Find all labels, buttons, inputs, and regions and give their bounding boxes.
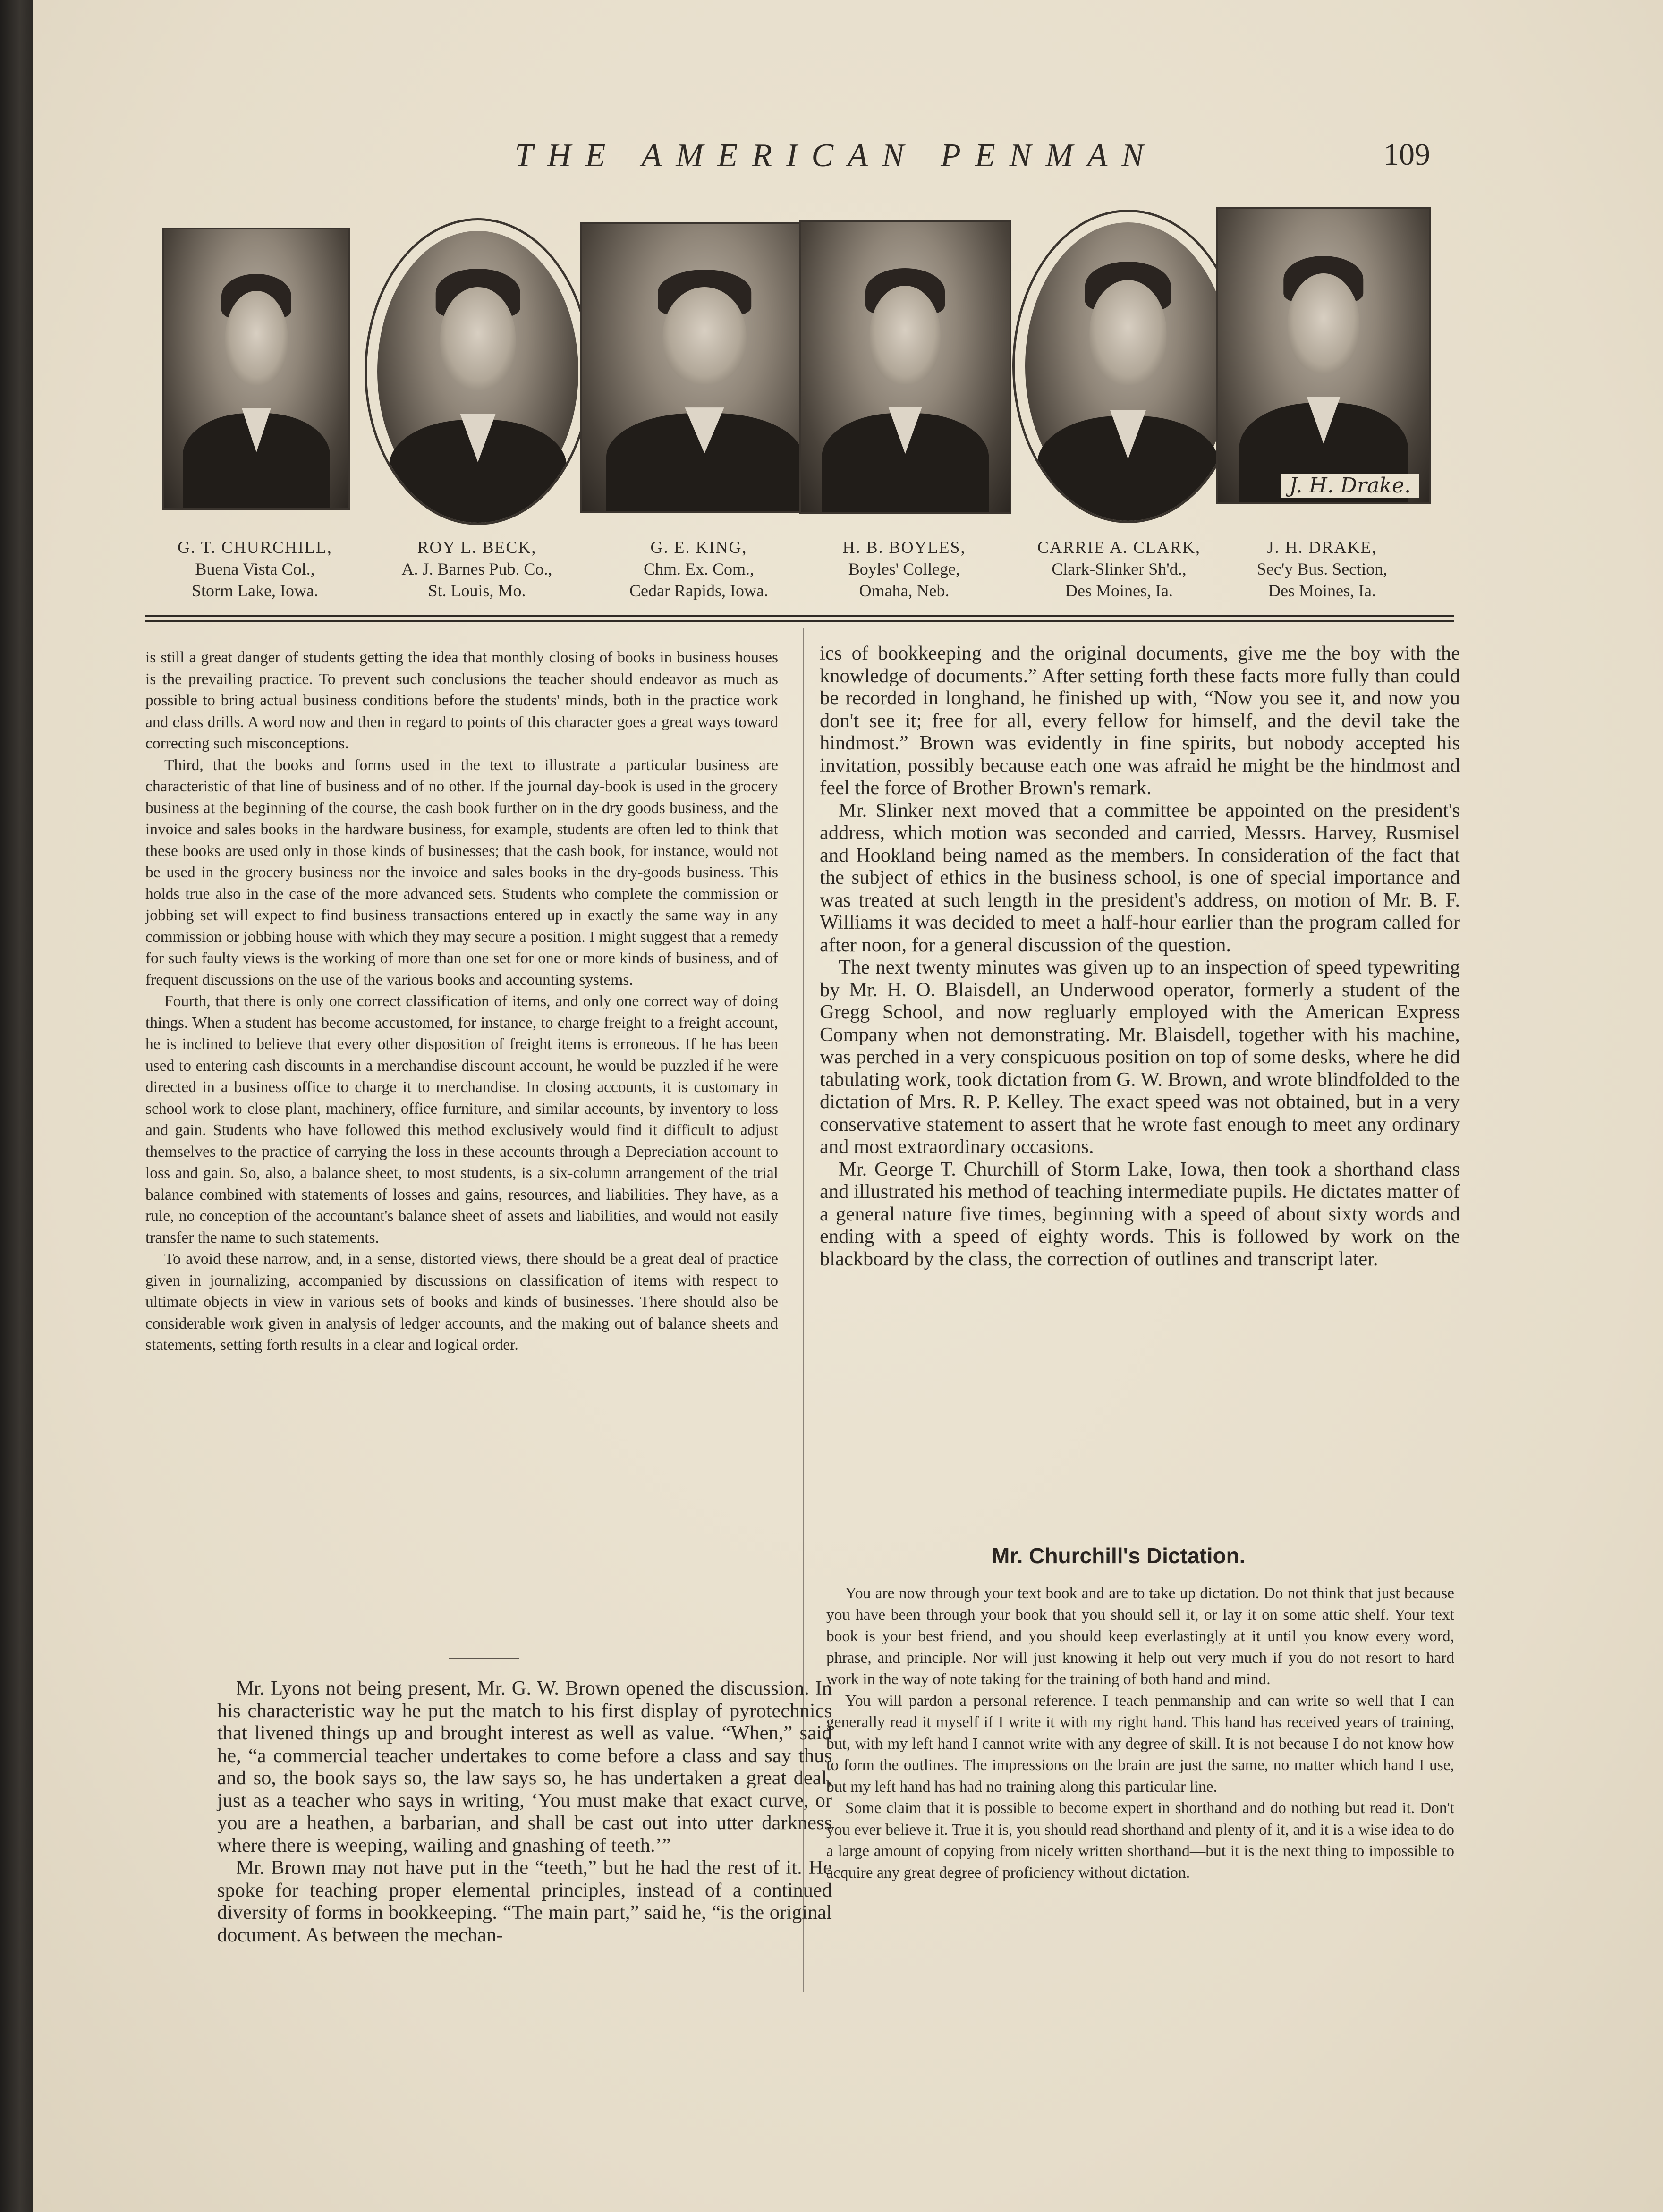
caption-name: H. B. BOYLES, [842,538,966,557]
caption-location: St. Louis, Mo. [428,581,526,600]
paragraph: Mr. Slinker next moved that a committee be appointed on the president's address, which motion was seconded and carried, Messrs. Harvey, Rusmisel and Hookland being named as the members. In consideration of the fact that the subject of ethics in the business school, is one of special importance and was treated at such length in the president's address, on motion of Mr. B. F. Williams it was decided to meet a half-hour earlier than the program called for after noon, for a general discussion of the question. [820,799,1460,956]
caption-name: G. E. KING, [650,538,747,557]
magazine-title: THE AMERICAN PENMAN [515,137,1158,174]
portrait-boyles [799,220,1011,514]
paragraph: Fourth, that there is only one correct classification of items, and only one correct way of doing things. When a student has become accustomed, for instance, to charge freight to a freight account, he is inclined to believe that every other disposition of freight items is erroneous. If he has been used to entering cash discounts in a merchandise discount account, he would be puzzled if he were directed in a business office to charge it to merchandise. In closing accounts, it is customary in school work to close plant, machinery, office furniture, and similar accounts, by inventory to loss and gain. Students who have followed this method exclusively would find it difficult to adjust themselves to the practice of carrying the loss in these accounts through a Depreciation account to loss and gain. So, also, a balance sheet, to most students, is a six-column arrangement of the trial balance combined with statements of losses and gains, resources, and liabilities. They have, as a rule, no conception of the accountant's balance sheet of assets and liabilities, and would not easily transfer the name to such statements. [145,992,778,1246]
portrait-beck [365,218,591,525]
caption-location: Storm Lake, Iowa. [192,581,318,600]
left-column-small-text [145,647,778,1356]
paragraph: You are now through your text book and are to take up dictation. Do not think that just because you have been through your book that you should sell it, or lay it on some attic shelf. Your text book is your best friend, and you should keep everlastingly at it until you know every word, phrase, and principle. Nor will just knowing it help out very much if you do not resort to hard work in the way of note taking for the training of both hand and mind. [826,1585,1454,1688]
magazine-page [33,0,1663,2212]
caption-king [585,536,812,602]
dictation-section-text [826,1583,1454,1883]
caption-beck [364,536,590,602]
paragraph: Mr. Brown may not have put in the “teeth,” but he had the rest of it. He spoke for teaching proper elemental principles, instead of a continued diversity of forms in bookkeeping. “The main part,” said he, “is the original document. As between the mechan- [217,1856,832,1946]
caption-location: Des Moines, Ia. [1268,581,1376,600]
caption-affiliation: Clark-Slinker Sh'd., [1052,559,1187,578]
double-rule-bottom [145,620,1454,622]
caption-location: Cedar Rapids, Iowa. [629,581,768,600]
caption-name: CARRIE A. CLARK, [1037,538,1201,557]
paragraph: Mr. Lyons not being present, Mr. G. W. Brown opened the discussion. In his characteristic way he put the match to his first display of pyrotechnics that livened things up and brought interest as well as value. “When,” said he, “a commercial teacher undertakes to come before a class and say thus and so, the book says so, the law says so, he has undertaken a great deal, just as a teacher who says in writing, ‘You must make that exact curve, or you are a heathen, a barbarian, and shall be cast out into utter darkness where there is weeping, wailing and gnashing of teeth.’” [217,1677,832,1856]
portrait-churchill [162,228,350,510]
left-column-large-text [217,1677,832,1946]
paragraph: Third, that the books and forms used in the text to illustrate a particular business are characteristic of that line of business and of no other. If the journal day-book is used in the grocery business at the beginning of the course, the cash book further on in the dry goods business, and the invoice and sales books in the hardware business, for example, students are often led to think that these books are used only in those kinds of businesses; that the cash book, for instance, would not be used in the grocery business nor the invoice and sales books in the dry-goods business. This holds true also in the case of the more advanced sets. Students who complete the commission or jobbing set will expect to find business transactions entered up in exactly the same way in any commission or jobbing house with which they may secure a position. I might suggest that a remedy for such faulty views is the working of more than one set for one or more kinds of business, and of frequent discussions on the use of the various books and accounting systems. [145,756,778,989]
right-column-large-text [820,642,1460,1270]
caption-drake [1213,536,1431,602]
section-divider [449,1658,519,1659]
caption-name: ROY L. BECK, [417,538,537,557]
double-rule-top [145,615,1454,617]
caption-affiliation: A. J. Barnes Pub. Co., [401,559,552,578]
section-title: Mr. Churchill's Dictation. [992,1543,1246,1568]
paragraph: Some claim that it is possible to become expert in shorthand and do nothing but read it. Don't you ever believe it. True it is, you should read shorthand and plenty of it, and it is a wise idea to do a large amount of copying from nicely written shorthand—but it is the next thing to impossible to acquire any great degree of proficiency without dictation. [826,1799,1454,1881]
caption-churchill [151,536,359,602]
caption-clark [1006,536,1232,602]
portrait-king [580,222,829,513]
caption-location: Omaha, Neb. [859,581,950,600]
paragraph: ics of bookkeeping and the original documents, give me the boy with the knowledge of documents.” After setting forth these facts more fully than could be recorded in longhand, he finished up with, “Now you see it, and now you don't see it; free for all, every fellow for himself, and the devil take the hindmost.” Brown was evidently in fine spirits, but nobody accepted his invitation, possibly because each one was afraid he might be the hindmost and feel the force of Brother Brown's remark. [820,642,1460,799]
paragraph: Mr. George T. Churchill of Storm Lake, Iowa, then took a shorthand class and illustrated his method of teaching intermediate pupils. He dictates matter of a general nature five times, beginning with a speed of about sixty words and ending with a speed of eighty words. This is followed by work on the blackboard by the class, the correction of outlines and transcript later. [820,1158,1460,1270]
caption-affiliation: Chm. Ex. Com., [643,559,755,578]
portrait-drake [1216,207,1431,504]
caption-name: J. H. DRAKE, [1267,538,1377,557]
paragraph: You will pardon a personal reference. I teach penmanship and can write so well that I can generally read it myself if I write it with my right hand. This hand has received years of training, but, with my left hand I cannot write with any degree of skill. It is not because I do not know how to form the outlines. The impressions on the brain are just the same, no matter which hand I use, but my left hand has had no training along this particular line. [826,1692,1454,1796]
page-number: 109 [1383,137,1430,172]
paragraph: is still a great danger of students getting the idea that monthly closing of books in business houses is the prevailing practice. To prevent such conclusions the teacher should endeavor as much as possible to bring actual business conditions before the students' minds, both in the practice work and class drills. A word now and then in regard to points of this character goes a great ways toward correcting such misconceptions. [145,649,778,752]
caption-affiliation: Buena Vista Col., [195,559,315,578]
caption-affiliation: Boyles' College, [848,559,960,578]
caption-location: Des Moines, Ia. [1065,581,1173,600]
running-head [33,137,1663,194]
caption-affiliation: Sec'y Bus. Section, [1256,559,1388,578]
portrait-clark [1012,210,1244,523]
drake-signature: J. H. Drake. [1281,474,1419,498]
paragraph: To avoid these narrow, and, in a sense, distorted views, there should be a great deal of practice given in journalizing, accompanied by discussions on classification of items with respect to ultimate objects in view in various sets of books and kinds of businesses. There should also be considerable work given in analysis of ledger accounts, and the making out of balance sheets and statements, setting forth results in a clear and logical order. [145,1250,778,1354]
caption-boyles [803,536,1006,602]
paragraph: The next twenty minutes was given up to an inspection of speed typewriting by Mr. H. O. Blaisdell, an Underwood operator, formerly a student of the Gregg School, and now regluarly employed with the American Express Company when not demonstrating. Mr. Blaisdell, together with his machine, was perched in a very conspicuous position on top of some desks, where he did tabulating work, took dictation from G. W. Brown, and wrote blindfolded to the dictation of Mrs. R. P. Kelley. The exact speed was not obtained, but in a very conservative statement to assert that he wrote fast enough to meet any ordinary and most extraordinary occasions. [820,956,1460,1158]
caption-name: G. T. CHURCHILL, [178,538,332,557]
book-gutter [0,0,33,2212]
